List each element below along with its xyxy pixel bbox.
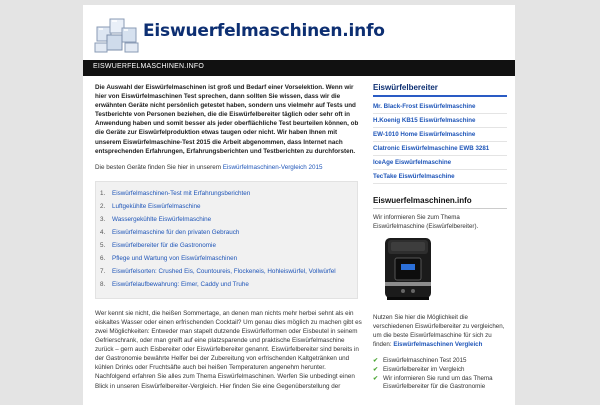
checklist-text: Eiswürfelbereiter im Vergleich [383, 366, 465, 373]
site-title[interactable]: Eiswuerfelmaschinen.info [143, 21, 385, 41]
toc-item[interactable] [96, 188, 357, 201]
check-icon: ✔ [373, 357, 379, 364]
toc-item[interactable] [96, 253, 357, 266]
toc-number: 6. [100, 254, 106, 262]
checklist-text: Eiswürfelmaschinen Test 2015 [383, 357, 467, 364]
toc-number: 8. [100, 280, 106, 288]
toc-link[interactable]: Eiswürfelsorten: Crushed Eis, Countoureis, Flockeneis, Hohleiswürfel, Vollwürfel [112, 267, 336, 275]
toc-number: 2. [100, 202, 106, 210]
widget-title-icemakers: Eiswürfelbereiter [373, 83, 507, 97]
widget-title-site: Eiswuerfelmaschinen.info [373, 196, 507, 209]
feature-checklist [373, 357, 507, 391]
best-devices-text: Die besten Geräte finden Sie hier in unserem [95, 163, 223, 171]
checklist-text: Wir informieren Sie rund um das Thema Eiswürfelbereiter für die Gastronomie [383, 375, 493, 390]
sidebar-product-link[interactable]: TecTake Eiswürfelmaschine [373, 170, 507, 184]
toc-number: 4. [100, 228, 106, 236]
best-devices-paragraph [95, 163, 362, 172]
sidebar-product-link[interactable]: H.Koenig KB15 Eiswürfelmaschine [373, 114, 507, 128]
toc-item[interactable] [96, 279, 357, 292]
site-header [83, 5, 515, 59]
toc-item[interactable] [96, 240, 357, 253]
nav-item-home[interactable]: EISWUERFELMASCHINEN.INFO [93, 63, 204, 70]
site-info-text: Wir informieren Sie zum Thema Eiswürfelmaschine (Eiswürfelbereiter). [373, 214, 479, 230]
toc-number: 7. [100, 267, 106, 275]
toc-item[interactable] [96, 227, 357, 240]
compare-text [373, 313, 507, 349]
toc-link[interactable]: Luftgekühlte Eiswürfelmaschine [112, 202, 201, 210]
intro-paragraph: Die Auswahl der Eiswürfelmaschinen ist groß und Bedarf einer Vorselektion. Wenn wir hier von Eiswürfelmaschinen Test sprechen, dann sollten Sie wissen, dass wir die erwähnten Geräte nicht persönlich getestet haben, sondern uns vielmehr auf Tests und Testberichte von Personen beziehen, die die Eiswürfelbereiter täglich oder sehr oft in Anwendung haben und somit besser als jeder oberflächliche Test beurteilen können, ob die Geräte zur Eiswürfelproduktion etwas taugen oder nicht. Wir haben Ihnen mit unserem Eiswürfelmaschine-Test 2015 die Arbeit abgenommen, dass Internet nach entsprechenden Erfahrungen, Erfahrungsberichten und Testberichten zu durchforsten. [95, 84, 359, 155]
sidebar-product-link[interactable]: Mr. Black-Frost Eiswürfelmaschine [373, 100, 507, 114]
compare-description: Nutzen Sie hier die Möglichkeit die verschiedenen Eiswürfelbereiter zu vergleichen, um die beste Eiswürfelmaschine für sich zu finden: [373, 314, 505, 348]
comparison-link[interactable]: Eiswürfelmaschinen-Vergleich 2015 [222, 163, 323, 171]
toc-item[interactable] [96, 266, 357, 279]
list-item [373, 357, 507, 365]
sidebar-product-link[interactable]: IceAge Eiswürfelmaschine [373, 156, 507, 170]
main-nav [83, 60, 515, 76]
list-item [373, 375, 507, 391]
sidebar [373, 83, 507, 392]
toc-link[interactable]: Eiswürfelmaschinen-Test mit Erfahrungsberichten [112, 189, 251, 197]
toc-number: 1. [100, 189, 106, 197]
page [83, 5, 515, 405]
check-icon: ✔ [373, 375, 379, 382]
toc-link[interactable]: Eiswürfelbereiter für die Gastronomie [112, 241, 216, 249]
main-content [95, 83, 362, 391]
toc-number: 5. [100, 241, 106, 249]
check-icon: ✔ [373, 366, 379, 373]
compare-link[interactable]: Eiswürfelmaschinen Vergleich [393, 341, 483, 348]
ice-machine-image[interactable] [373, 234, 443, 304]
toc-link[interactable]: Wassergekühlte Eiswürfelmaschine [112, 215, 212, 223]
toc-item[interactable] [96, 214, 357, 227]
toc-link[interactable]: Pflege und Wartung von Eiswürfelmaschinen [112, 254, 238, 262]
toc-link[interactable]: Eiswürfelmaschine für den privaten Gebrauch [112, 228, 240, 236]
toc-number: 3. [100, 215, 106, 223]
sidebar-product-link[interactable]: EW-1010 Home Eiswürfelmaschine [373, 128, 507, 142]
toc-item[interactable] [96, 201, 357, 214]
toc-link[interactable]: Eiswürfelaufbewahrung: Eimer, Caddy und Truhe [112, 280, 249, 288]
article-body: Wer kennt sie nicht, die heißen Sommertage, an denen man nichts mehr herbei sehnt als ein eiskaltes Wasser oder einen erfrischenden Cocktail? Um genau dies möglich zu machen gibt es zwei Möglichkeiten: Entweder man stapelt dutzende Eiswürfelformen oder Eisbeutel in seinem Gefrierschrank, oder man greift auf eine platzsparende und praktische Eiswürfelmaschine zurück – gern auch Eisbereiter oder Eiswürfelbereiter genannt. Eiswürfelbereiter sind bereits in der Gastronomie bewährte Helfer bei der Zubereitung von erfrischenden Kaltgetränken und kühlen Drinks oder Fruchtsäfte auch bei heißen Temperaturen angenehm herunter. Nachfolgend erfahren Sie alles zum Thema Eiswürfelmaschinen. Werfen Sie unbedingt einen Blick in unseren Eiswürfelbereiter-Vergleich. Hier finden Sie eine Gegenüberstellung der [95, 309, 362, 390]
list-item [373, 366, 507, 374]
product-links [373, 100, 507, 184]
table-of-contents [95, 181, 358, 299]
sidebar-product-link[interactable]: Clatronic Eiswürfelmaschine EWB 3281 [373, 142, 507, 156]
ice-cubes-icon[interactable] [93, 13, 141, 53]
